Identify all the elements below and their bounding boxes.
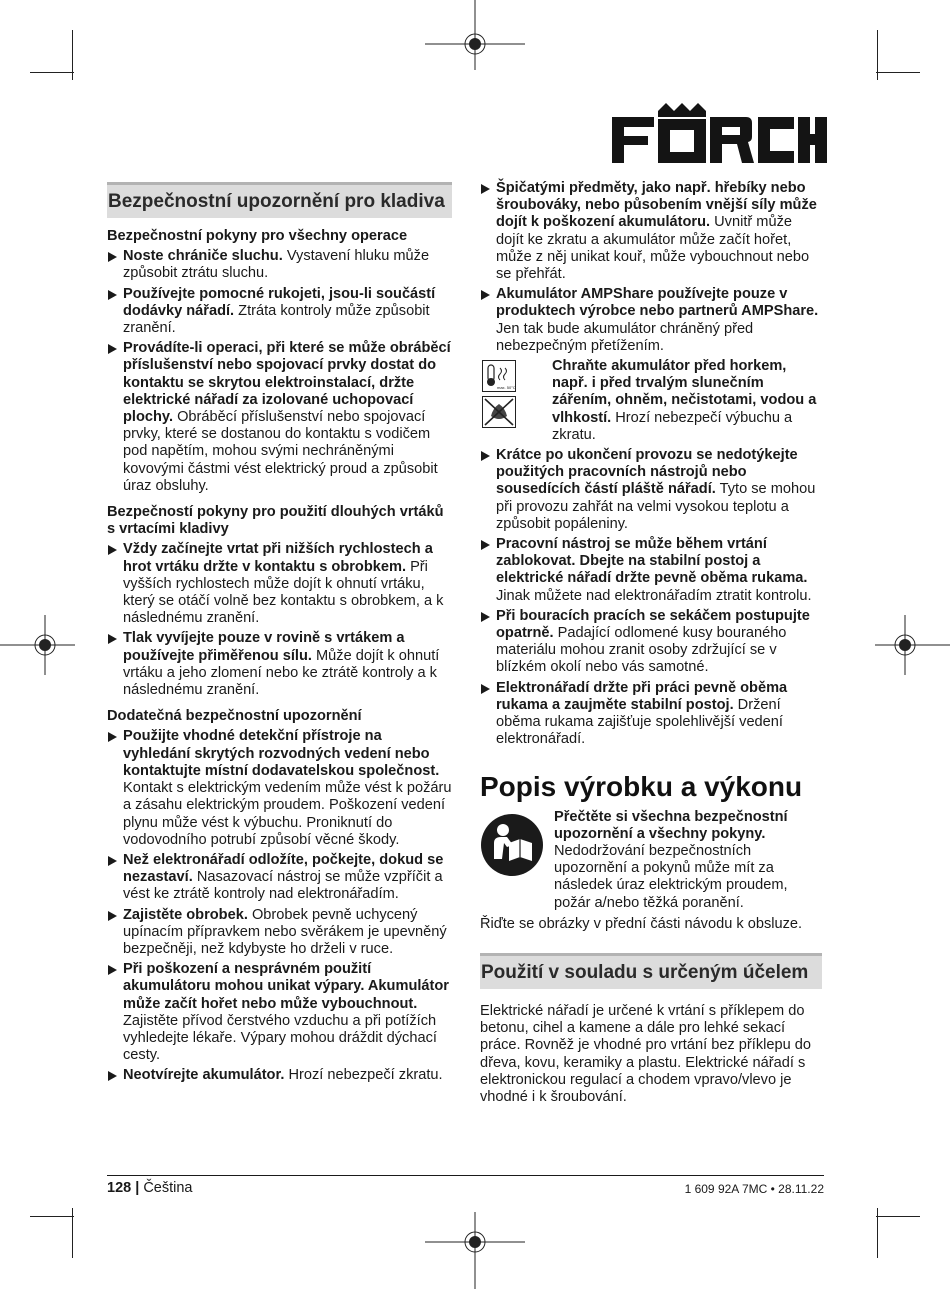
bullet-arrow-icon [481, 184, 490, 194]
bullet-arrow-icon [108, 965, 117, 975]
subheading-long-drills: Bezpečností pokyny pro použití dlouhých vrtáků s vrtacími kladivy [107, 504, 444, 538]
manual-warning-text: Nedodržování bezpečnostních upozornění a pokynů může mít za následek úraz elektrickým proudem, požár a/nebo těžká poranění. [554, 842, 788, 911]
list-item [107, 852, 452, 904]
registration-mark-left [0, 610, 75, 680]
item-text: Nasazovací nástroj se může vzpříčit a vést ke ztrátě kontroly nad elektronářadím. [123, 869, 443, 903]
footer-separator: | [135, 1180, 140, 1196]
read-manual-icon [480, 813, 544, 877]
item-text: Při vyšších rychlostech může dojít k ohnutí vrtáku, který se otáčí volně bez kontaktu s obrobkem, a k následnému zranění. [123, 558, 444, 627]
section-heading-intended-use: Použití v souladu s určeným účelem [480, 953, 822, 989]
footer-language: Čeština [143, 1180, 193, 1196]
bullet-arrow-icon [108, 856, 117, 866]
manual-warning-bold: Přečtěte si všechna bezpečnostní upozornění a všechny pokyny. [554, 808, 788, 842]
registration-mark-right [875, 610, 950, 680]
forch-logo [612, 103, 827, 165]
item-text: Může dojít k ohnutí vrtáku a jeho zlomení nebo ke ztrátě kontroly a k následnému zranění. [123, 647, 440, 699]
item-text: Jinak můžete nad elektronářadím ztratit kontrolu. [496, 587, 812, 604]
item-bold-text: Používejte pomocné rukojeti, jsou-li součástí dodávky nářadí. [123, 285, 436, 319]
crop-mark [30, 1216, 74, 1217]
footer-rule [107, 1175, 824, 1176]
item-bold-text: Chraňte akumulátor před horkem, např. i před trvalým slunečním zářením, ohněm, nečistotami, vodou a vlhkostí. [552, 358, 817, 426]
item-text: Ztráta kontroly může způsobit zranění. [123, 302, 430, 337]
list-item [480, 680, 822, 749]
list-item [107, 248, 452, 282]
footer-page-info [107, 1180, 193, 1196]
intended-use-text: Elektrické nářadí je určené k vrtání s příklepem do betonu, cihel a kamene a dále pro lehké sekací práce. Rovněž je vhodné pro vrtání bez příklepu do dřeva, kovu, keramiky a plastu. Elektrické nářadí s elektronickou regulací a chodem vpravo/vlevo je vhodné i k šroubování. [480, 1002, 811, 1105]
temperature-limit-label: max. 50°C [497, 385, 516, 391]
item-bold-text: Krátce po ukončení provozu se nedotýkejte použitých pracovních nástrojů nebo sousedících částí pláště nářadí. [496, 447, 798, 498]
item-bold-text: Elektronářadí držte při práci pevně oběma rukama a zaujměte stabilní postoj. [496, 679, 788, 713]
item-bold-text: Neotvírejte akumulátor. [123, 1067, 285, 1084]
item-bold-text: Při poškození a nesprávném použití akumulátoru mohou unikat výpary. Akumulátor může začít hořet nebo může vybouchnout. [123, 961, 449, 1012]
registration-mark-bottom [425, 1212, 525, 1289]
bullet-arrow-icon [108, 1071, 117, 1081]
list-item [107, 286, 452, 338]
item-bold-text: Provádíte-li operaci, při které se může obráběcí příslušenství nebo spojovací prvky dostat do kontaktu se skrytou elektroinstalací, držte elektrické nářadí za izolované uchopovací plochy. [123, 340, 451, 426]
left-column [107, 180, 452, 1088]
list-item [107, 1067, 452, 1084]
list-item [480, 286, 822, 355]
item-bold-text: Noste chrániče sluchu. [123, 248, 283, 265]
battery-protection-item [480, 358, 822, 444]
bullet-arrow-icon [108, 634, 117, 644]
item-bold-text: Použijte vhodné detekční přístroje na vyhledání skrytých rozvodných vedení nebo kontaktujte místní dodavatelskou společnost. [123, 728, 440, 779]
item-text: Vystavení hluku může způsobit ztrátu sluchu. [123, 248, 430, 282]
list-item [107, 340, 452, 495]
item-bold-text: Pracovní nástroj se může během vrtání zablokovat. Dbejte na stabilní postoj a elektrické nářadí držte pevně oběma rukama. [496, 536, 808, 587]
footer-document-code: 1 609 92A 7MC • 28.11.22 [684, 1182, 824, 1196]
figures-note: Řiďte se obrázky v přední části návodu k obsluze. [480, 915, 803, 932]
list-item [107, 728, 452, 848]
list-item [107, 630, 452, 699]
list-item [480, 608, 822, 677]
item-bold-text: Akumulátor AMPShare používejte pouze v produktech výrobce nebo partnerů AMPShare. [496, 286, 819, 320]
crop-mark [30, 72, 74, 73]
subheading-additional-warnings: Dodatečná bezpečnostní upozornění [107, 708, 362, 725]
item-text: Obráběcí příslušenství nebo spojovací prvky, které se dostanou do kontaktu s vodičem pod napětím, mohou svými nechráněnými kovovými částmi vést elektrický proud a způsobit úraz obsluhy. [123, 409, 438, 494]
page-number: 128 [107, 1180, 132, 1196]
item-bold-text: Než elektronářadí odložíte, počkejte, dokud se nezastaví. [123, 851, 444, 886]
battery-heat-icon [482, 360, 516, 392]
no-water-fire-icon [482, 396, 516, 428]
bullet-arrow-icon [481, 451, 490, 461]
item-bold-text: Tlak vyvíjejte pouze v rovině s vrtákem a používejte přiměřenou sílu. [123, 630, 405, 664]
item-text: Jen tak bude akumulátor chráněný před nebezpečným přetížením. [496, 320, 754, 354]
item-text: Kontakt s elektrickým vedením může vést k požáru a zásahu elektrickým proudem. Poškození vedení plynu může vést k výbuchu. Proniknutí do vodovodního potrubí způsobí věcné škody. [123, 780, 452, 848]
bullet-arrow-icon [481, 684, 490, 694]
crop-mark [876, 1216, 920, 1217]
list-item [107, 907, 452, 959]
subheading-all-operations: Bezpečnostní pokyny pro všechny operace [107, 228, 408, 244]
bullet-arrow-icon [108, 732, 117, 742]
item-bold-text: Vždy začínejte vrtat při nižších rychlostech a hrot vrtáku držte v kontaktu s obrobkem. [123, 541, 433, 575]
product-description-title: Popis výrobku a výkonu [480, 770, 803, 802]
list-item [107, 541, 452, 627]
item-text: Držení oběma rukama zajišťuje spolehlivější vedení elektronářadí. [496, 696, 783, 748]
item-text: Padající odlomené kusy bouraného materiálu mohou zranit osoby zdržující se v blízkém okolí nebo vás samotné. [496, 625, 787, 676]
right-column [480, 180, 822, 1109]
bullet-arrow-icon [108, 545, 117, 555]
bullet-arrow-icon [481, 290, 490, 300]
item-text: Tyto se mohou při provozu zahřát na velmi vysokou teplotu a způsobit popáleniny. [496, 481, 816, 532]
crop-mark [876, 72, 920, 73]
bullet-arrow-icon [108, 911, 117, 921]
item-text: Hrozí nebezpečí výbuchu a zkratu. [552, 409, 793, 443]
bullet-arrow-icon [108, 344, 117, 354]
bullet-arrow-icon [481, 612, 490, 622]
item-bold-text: Zajistěte obrobek. [123, 906, 248, 923]
item-text: Hrozí nebezpečí zkratu. [284, 1067, 443, 1084]
bullet-arrow-icon [108, 290, 117, 300]
registration-mark-top [425, 0, 525, 75]
item-text: Uvnitř může dojít ke zkratu a akumulátor může začít hořet, může z něj unikat kouř, může vybouchnout nebo se přehřát. [496, 214, 810, 283]
bullet-arrow-icon [108, 252, 117, 262]
read-manual-block [480, 809, 822, 912]
list-item [480, 447, 822, 533]
section-heading-hammer-safety: Bezpečnostní upozornění pro kladiva [107, 182, 452, 218]
item-text: Zajistěte přívod čerstvého vzduchu a při potížích vyhledejte lékaře. Výpary mohou dráždit dýchací cesty. [123, 1012, 437, 1064]
list-item [107, 961, 452, 1064]
bullet-arrow-icon [481, 540, 490, 550]
item-bold-text: Při bouracích pracích se sekáčem postupujte opatrně. [496, 607, 810, 642]
item-bold-text: Špičatými předměty, jako např. hřebíky nebo šroubováky, nebo působením vnější síly může dojít k poškození akumulátoru. [496, 180, 817, 231]
list-item [480, 536, 822, 605]
item-text: Obrobek pevně uchycený upínacím přípravkem nebo svěrákem je upevněný bezpečněji, než kdybyste ho drželi v ruce. [123, 906, 447, 957]
list-item [480, 180, 822, 283]
